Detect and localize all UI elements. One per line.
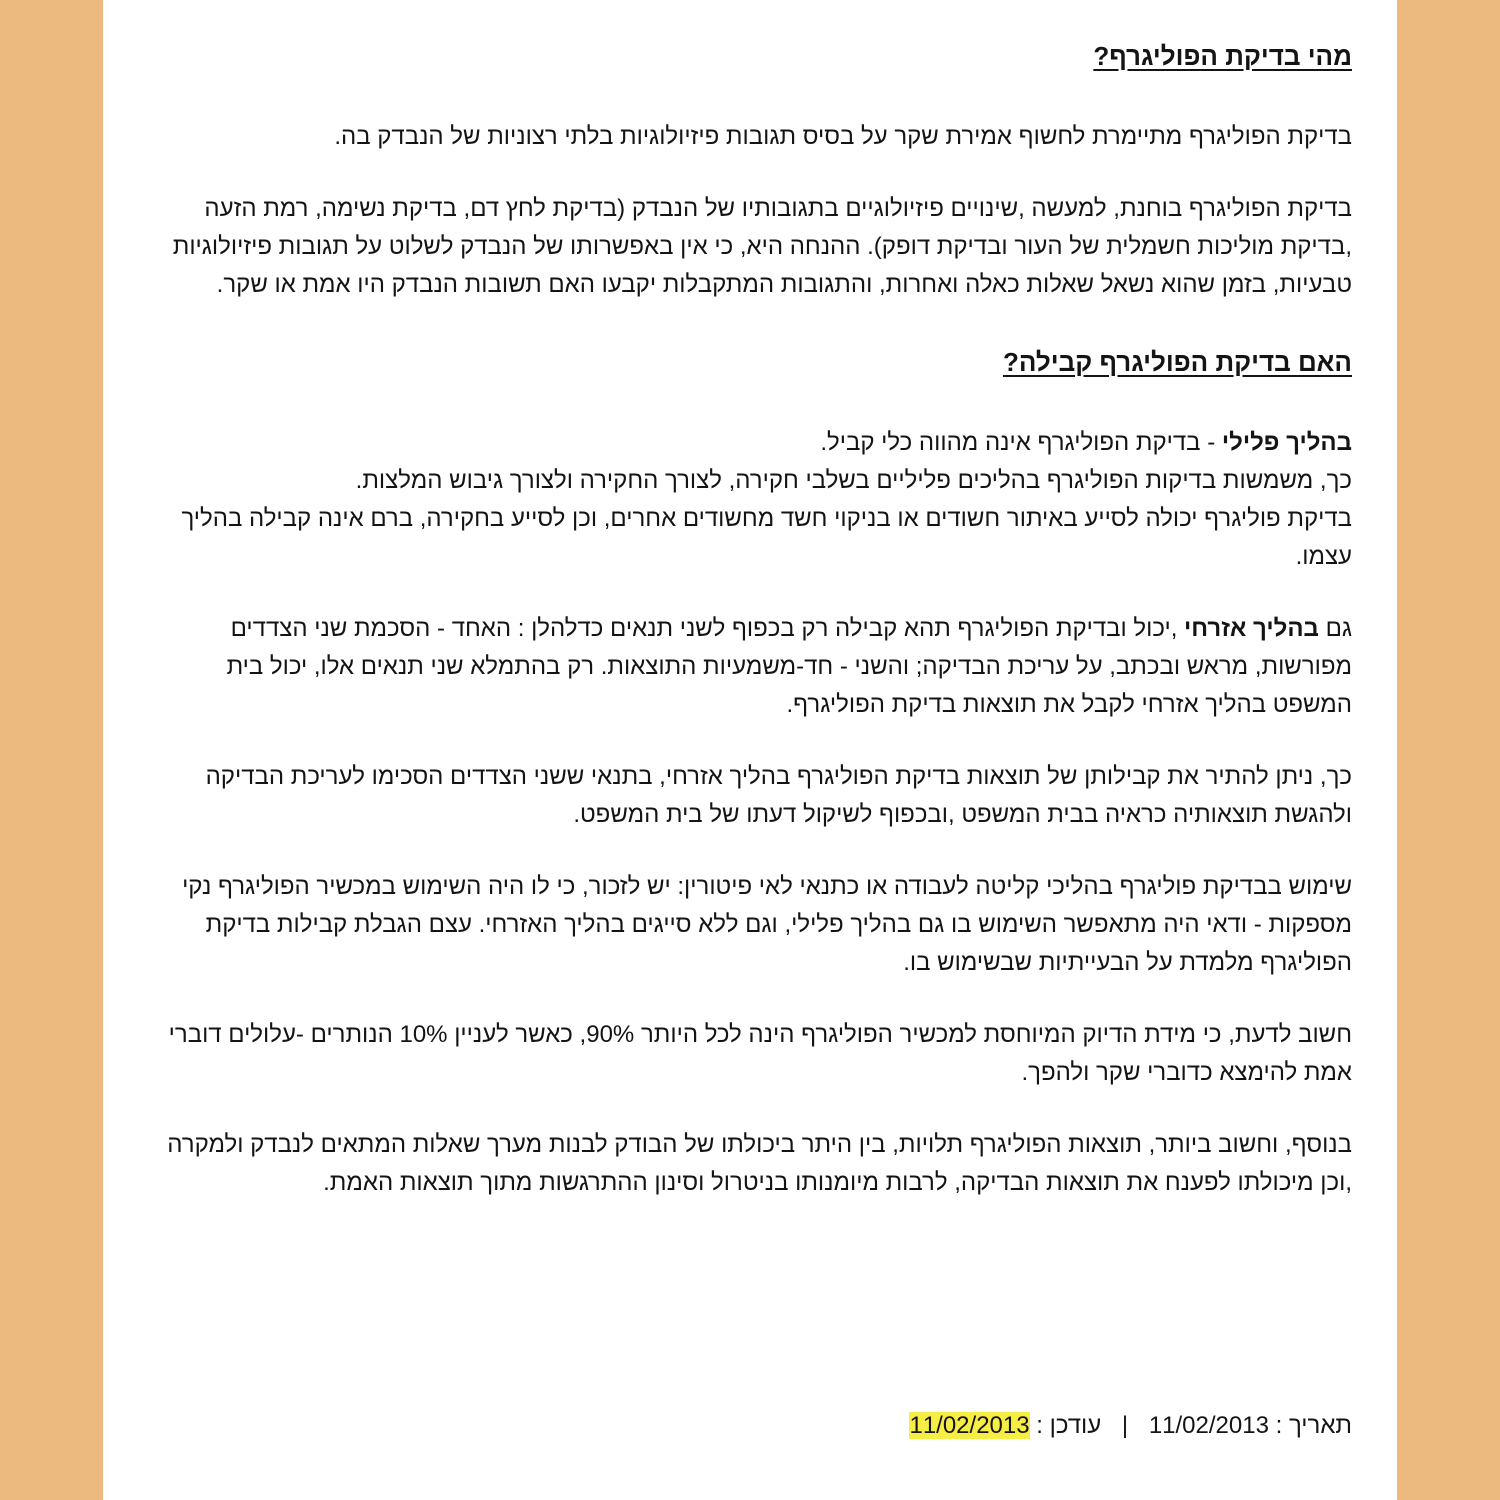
paragraph-accuracy: חשוב לדעת, כי מידת הדיוק המיוחסת למכשיר הפוליגרף הינה לכל היותר 90%, כאשר לעניין 10% הנותרים -עלולים דוברי אמת להימצא כדוברי שקר ולהפך.: [168, 1021, 1352, 1086]
date-value: 11/02/2013: [1148, 1412, 1269, 1439]
paragraph-examiner-skill: בנוסף, וחשוב ביותר, תוצאות הפוליגרף תלויות, בין היתר ביכולתו של הבודק לבנות מערך שאלות המתאים לנבדק ולמקרה ,וכן מיכולתו לפענח את תוצאות הבדיקה, לרבות מיומנותו בניטרול וסינון ההתרגשות מתוך תוצאות האמת.: [167, 1131, 1352, 1196]
criminal-proceeding-bold: בהליך פלילי: [1221, 429, 1352, 456]
document-content: [148, 36, 1352, 1202]
document-footer: [909, 1412, 1352, 1440]
civil-pre-text: גם: [1318, 615, 1352, 642]
paragraph-civil-admissibility: כך, ניתן להתיר את קבילותן של תוצאות בדיקת הפוליגרף בהליך אזרחי, בתנאי ששני הצדדים הסכימו לעריכת הבדיקה ולהגשת תוצאותיה כראיה בבית המשפט ,ובכפוף לשיקול דעתו של בית המשפט.: [205, 763, 1352, 828]
paragraph-criminal-line3: בדיקת פוליגרף יכולה לסייע באיתור חשודים או בניקוי חשד מחשודים אחרים, וכן לסייע בחקירה, ברם אינה קבילה בהליך עצמו.: [181, 505, 1352, 570]
criminal-line1-text: - בדיקת הפוליגרף אינה מהווה כלי קביל.: [820, 429, 1222, 456]
paragraph-criminal-line2: כך, משמשות בדיקות הפוליגרף בהליכים פליליים בשלבי חקירה, לצורך החקירה ולצורך גיבוש המלצות.: [355, 467, 1352, 494]
section-heading-what-is-polygraph: מהי בדיקת הפוליגרף?: [1093, 41, 1352, 71]
updated-label: עודכן :: [1036, 1412, 1102, 1439]
civil-proceeding-bold: בהליך אזרחי: [1184, 615, 1319, 642]
updated-value: 11/02/2013: [909, 1412, 1030, 1439]
paragraph-how-it-works: בדיקת הפוליגרף בוחנת, למעשה ,שינויים פיזיולוגיים בתגובותיו של הנבדק (בדיקת לחץ דם, בדיקת נשימה, רמת הזעה ,בדיקת מוליכות חשמלית של העור ובדיקת דופק). ההנחה היא, כי אין באפשרותו של הנבדק לשלוט על תגובות פיזיולוגיות טבעיות, בזמן שהוא נשאל שאלות כאלה ואחרות, והתגובות המתקבלות יקבעו האם תשובות הנבדק היו אמת או שקר.: [172, 195, 1352, 298]
date-label: תאריך :: [1275, 1412, 1352, 1439]
paragraph-intro: בדיקת הפוליגרף מתיימרת לחשוף אמירת שקר על בסיס תגובות פיזיולוגיות בלתי רצוניות של הנבדק בה.: [334, 123, 1352, 150]
civil-rest-text: ,יכול ובדיקת הפוליגרף תהא קבילה רק בכפוף לשני תנאים כדלהלן : האחד - הסכמת שני הצדדים מפורשות, מראש ובכתב, על עריכת הבדיקה; והשני - חד-משמעיות התוצאות. רק בהתמלא שני תנאים אלו, יכול בית המשפט בהליך אזרחי לקבל את תוצאות בדיקת הפוליגרף.: [226, 615, 1352, 718]
section-heading-admissibility: האם בדיקת הפוליגרף קבילה?: [1002, 347, 1352, 377]
paragraph-employment: שימוש בבדיקת פוליגרף בהליכי קליטה לעבודה או כתנאי לאי פיטורין: יש לזכור, כי לו היה השימוש במכשיר הפוליגרף נקי מספקות - ודאי היה מתאפשר השימוש בו גם בהליך פלילי, וגם ללא סייגים בהליך האזרחי. עצם הגבלת קבילות בדיקת הפוליגרף מלמדת על הבעייתיות שבשימוש בו.: [182, 873, 1352, 976]
document-page: [103, 0, 1397, 1500]
footer-separator: |: [1121, 1412, 1129, 1439]
paragraph-criminal-line1: [148, 424, 1352, 462]
paragraph-civil: [148, 610, 1352, 724]
